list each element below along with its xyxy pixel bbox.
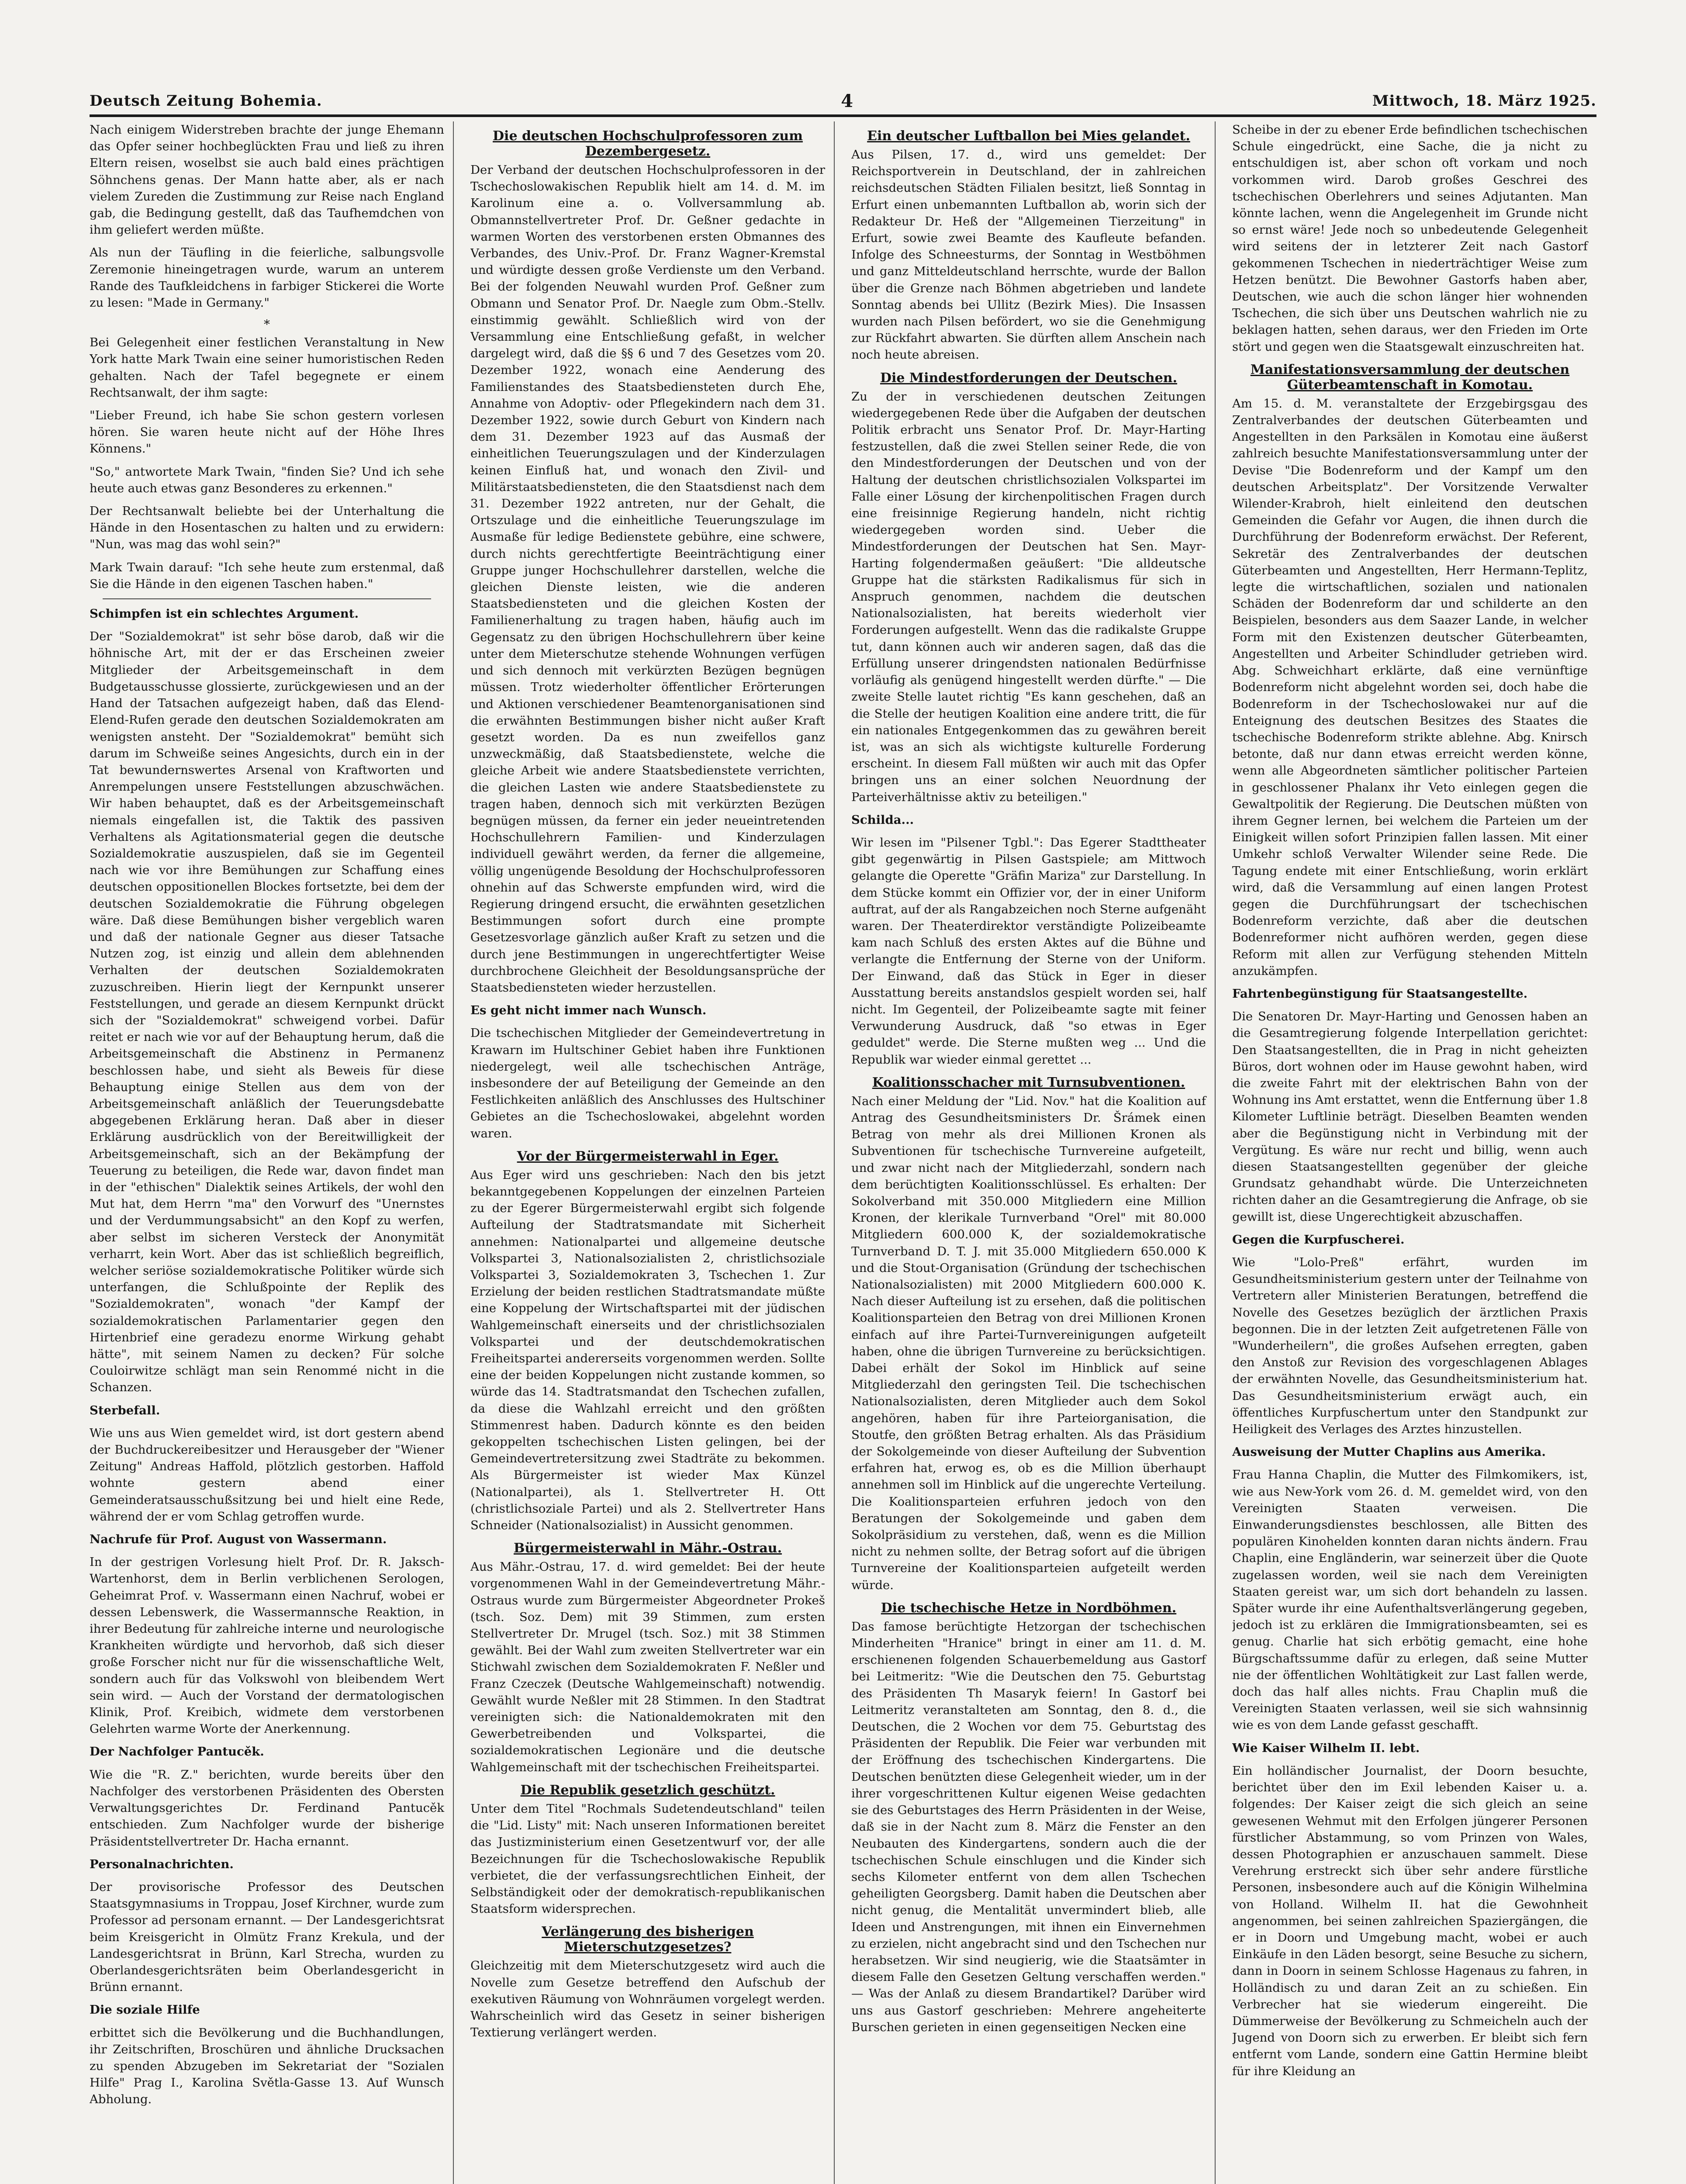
article-kicker: Es geht nicht immer nach Wunsch. [470, 1003, 707, 1018]
article-paragraph: "So," antwortete Mark Twain, "finden Sie? Und ich sehe heute auch etwas ganz Besonderes zu erkennen." [90, 464, 444, 495]
column-1 [90, 121, 454, 2184]
masthead-left: Deutsch Zeitung Bohemia. [90, 92, 322, 110]
article-headline: Ein deutscher Luftballon bei Mies gelandet. [867, 128, 1190, 144]
asterisk-separator: * [264, 317, 270, 332]
article-paragraph: Zu der in verschiedenen deutschen Zeitungen wiedergegebenen Rede über die Aufgaben der deutschen Politik erbracht uns Senator Prof. Dr. Mayr-Harting festzustellen, daß die zwei Stellen seiner Rede, die von den Mindestforderungen der Deutschen und von der Haltung der deutschen christlichsozialen Volkspartei im Falle einer Lösung der kirchenpolitischen Fragen durch eine freisinnige Regierung handeln, nicht richtig wiedergegeben worden sind. Ueber die Mindestforderungen der Deutschen hat Sen. Mayr-Harting folgendermaßen geäußert: "Die alldeutsche Gruppe hat die stärksten Radikalismus für sich in Anspruch genommen, nachdem die deutschen Nationalsozialisten, hat bereits wiederholt vier Forderungen aufgestellt. Wenn das die radikalste Gruppe tut, dann können auch wir anderen sagen, daß das die Erfüllung unserer dringendsten nationalen Bedürfnisse vorläufig als genügend hingestellt werden dürfte." — Die zweite Stelle lautet richtig "Es kann geschehen, daß an die Stelle der heutigen Koalition eine andere tritt, die für ein nationales Entgegenkommen das zu gewähren bereit ist, was an sich als wichtigste kulturelle Forderung erscheint. In diesem Fall müßten wir auch mit das Opfer bringen uns an einer solchen Neuordnung der Parteiverhältnisse aktiv zu beteiligen." [851, 389, 1206, 804]
article-kicker: Schimpfen ist ein schlechtes Argument. [90, 607, 359, 621]
article-kicker: Personalnachrichten. [90, 1857, 234, 1871]
article-kicker: Nachrufe für Prof. August von Wassermann. [90, 1532, 387, 1547]
article-paragraph: Wie "Lolo-Preß" erfährt, wurden im Gesundheitsministerium gestern unter der Teilnahme von Vertretern aller Ministerien Beratungen, betreffend die Novelle des Gesetzes bezüglich der ärztlichen Praxis begonnen. Die in der letzten Zeit aufgetretenen Fälle von "Wunderheilern", die großes Aufsehen erregten, gaben den Anstoß zur Revision des vorgeschlagenen Ablages der erwähnten Novelle, das Gesundheitsministerium hat. Das Gesundheitsministerium erwägt auch, ein öffentliches Kurpfuschertum unter den Standpunkt zur Heiligkeit des Verlages des Arztes hinzustellen. [1232, 1255, 1588, 1437]
article-paragraph: Am 15. d. M. veranstaltete der Erzgebirgsgau des Zentralverbandes der deutschen Güterbeamten und Angestellten in den Parksälen in Komotau eine äußerst zahlreich besuchte Manifestationsversammlung unter der Devise "Die Bodenreform und der Kampf um den deutschen Arbeitsplatz". Der Vorsitzende Verwalter Wilender-Krabroh, hielt einleitend den deutschen Gemeinden die Gefahr vor Augen, die ihnen durch die Durchführung der Bodenreform erwächst. Der Referent, Sekretär des Zentralverbandes der deutschen Güterbeamten und Angestellten, Herr Hermann-Teplitz, legte die wirtschaftlichen, sozialen und nationalen Schäden der Bodenreform dar und schilderte an den Beispielen, besonders aus dem Saazer Lande, in welcher Form mit den Existenzen deutscher Güterbeamten, Angestellten und Arbeiter Schindluder getrieben wird. Abg. Schweichhart erklärte, daß eine vernünftige Bodenreform nicht abgelehnt worden sei, doch habe die Bodenreform in der Tschechoslowakei nur auf die Enteignung des deutschen Besitzes des Staates die tschechische Bodenreform strikte ablehne. Abg. Knirsch betonte, daß nur dann etwas erreicht werden könne, wenn alle Abgeordneten sämtlicher politischer Parteien in geschlossener Phalanx ihr Veto einlegen gegen die Gewaltpolitik der Regierung. Die Deutschen müßten von ihrem Gegner lernen, bei welchem die Parteien um der Einigkeit willen sofort Prinzipien fallen lassen. Mit einer Umkehr schloß Verwalter Wilender seine Rede. Die Tagung endete mit einer Entschließung, worin erklärt wird, daß die Versammlung auf einen langen Protest gegen die Durchführungsart der tschechischen Bodenreform verzichte, daß aber die deutschen Bodenreformer nicht aufhören werden, gegen diese Reform mit allen zur Verfügung stehenden Mitteln anzukämpfen. [1232, 396, 1588, 978]
masthead-date: Mittwoch, 18. März 1925. [1372, 92, 1596, 110]
article-paragraph: Das famose berüchtigte Hetzorgan der tschechischen Minderheiten "Hranice" bringt in einer am 11. d. M. erschienenen folgenden Schauerbemeldung aus Gastorf bei Leitmeritz: "Wie die Deutschen den 75. Geburtstag des Präsidenten Th Masaryk feiern! In Gastorf bei Leitmeritz veranstalteten am Sonntag, den 8. d., die Deutschen, die 2 Wochen vor dem 75. Geburtstag des Präsidenten der Republik. Die Feier war verbunden mit der Eröffnung des tschechischen Kindergartens. Die Deutschen benützten diese Gelegenheit wieder, um in der ihrer vorgeschrittenen Kultur eigenen Weise gedachten sie des Geburtstages des Herrn Präsidenten in der Weise, daß sie in der Nacht zum 8. März die Fenster an den Neubauten des Kindergartens, sondern auch die der tschechischen Schule einschlugen und die Kinder sich sechs Kilometer entfernt von dem allen Tschechen geheiligten Georgsberg. Damit haben die Deutschen aber nicht genug, die Mentalität unvermindert blieb, alle Ideen und Anstrengungen, mit ihnen ein Einvernehmen zu erzielen, nicht angebracht sind und den Tschechen nur herabsetzen. Wir sind neugierig, wie die Staatsämter in diesem Falle den Gesetzen Geltung verschaffen werden." — Was der Anlaß zu diesem Brandartikel? Darüber wird uns aus Gastorf geschrieben: Mehrere angeheiterte Burschen gerieten in einen gegenseitigen Necken eine [851, 1619, 1206, 2034]
article-headline: Die Mindestforderungen der Deutschen. [880, 370, 1178, 386]
article-paragraph: Scheibe in der zu ebener Erde befindlichen tschechischen Schule eingedrückt, eine Sache, die ja nicht zu entschuldigen ist, aber schon oft vorkam und noch vorkommen wird. Darob großes Geschrei des tschechischen Oberlehrers und seines Adjutanten. Man könnte lachen, wenn die Angelegenheit im Grunde nicht so ernst wäre! Jede noch so unbedeutende Gelegenheit wird seitens der in letzterer Zeit nach Gastorf gekommenen Tschechen in niederträchtiger Weise zum Hetzen benützt. Die Bewohner Gastorfs haben aber, Deutschen, wie auch die schon länger hier wohnenden Tschechen, die sich über uns Deutschen wahrlich nie zu beklagen hatten, sehen daraus, wer den Frieden im Orte stört und gegen wen die Staatsgewalt einzuschreiten hat. [1232, 123, 1588, 354]
article-paragraph: Nach einer Meldung der "Lid. Nov." hat die Koalition auf Antrag des Gesundheitsministers Dr. Šrámek einen Betrag von mehr als drei Millionen Kronen als Subventionen für tschechische Turnvereine aufgeteilt, und zwar nicht nach der Mitgliederzahl, sondern nach dem berüchtigten Koalitionsschlüssel. Es erhalten: Der Sokolverband mit 350.000 Mitgliedern eine Million Kronen, der klerikale Turnverband "Orel" mit 80.000 Mitgliedern 600.000 K, der sozialdemokratische Turnverband D. T. J. mit 35.000 Mitgliedern 650.000 K und die Stout-Organisation (Gründung der tschechischen Nationalsozialisten) mit 2000 Mitgliedern 600.000 K. Nach dieser Aufteilung ist zu ersehen, daß die politischen Koalitionsparteien den Betrag von drei Millionen Kronen einfach auf ihre Partei-Turnvereinigungen aufgeteilt haben, ohne die übrigen Turnvereine zu berücksichtigen. Dabei erhält der Sokol im Hinblick auf seine Mitgliederzahl den geringsten Teil. Die tschechischen Nationalsozialisten, deren Mitglieder auch dem Sokol angehören, haben für ihre Parteiorganisation, die Stoutfe, den größten Betrag erhalten. Als das Präsidium der Sokolgemeinde von dieser Aufteilung der Subvention erfahren hat, erwog es, ob es die Million überhaupt annehmen soll im Hinblick auf die ungerechte Verteilung. Die Koalitionsparteien erfuhren jedoch von den Beratungen der Sokolgemeinde und gaben dem Sokolpräsidium zu verstehen, daß, wenn es die Million nicht zu nehmen sollte, der Betrag sofort auf die übrigen Turnvereine der Koalitionsparteien aufgeteilt werden würde. [851, 1094, 1206, 1592]
article-paragraph: In der gestrigen Vorlesung hielt Prof. Dr. R. Jaksch-Wartenhorst, dem in Berlin verblichenen Serologen, Geheimrat Prof. v. Wassermann einen Nachruf, wobei er dessen Lebenswerk, die Wassermannsche Reaktion, in ihrer Bedeutung für zahlreiche interne und neurologische Krankheiten würdigte und hervorhob, daß sich dieser große Forscher nicht nur für die wissenschaftliche Welt, sondern auch für das Volkswohl von bleibendem Wert sein wird. — Auch der Vorstand der dermatologischen Klinik, Prof. Kreibich, widmete dem verstorbenen Gelehrten warme Worte der Anerkennung. [90, 1555, 444, 1736]
article-headline: Verlängerung des bisherigen Mieterschutzgesetzes? [542, 1924, 754, 1955]
article-headline: Die tschechische Hetze in Nordböhmen. [881, 1600, 1177, 1616]
article-paragraph: Wie uns aus Wien gemeldet wird, ist dort gestern abend der Buchdruckereibesitzer und Herausgeber der "Wiener Zeitung" Andreas Haffold, plötzlich gestorben. Haffold wohnte gestern abend einer Gemeinderatsausschußsitzung bei und hielt eine Rede, während der er vom Schlag getroffen wurde. [90, 1426, 444, 1524]
article-kicker: Wie Kaiser Wilhelm II. lebt. [1232, 1741, 1420, 1755]
article-paragraph: Aus Eger wird uns geschrieben: Nach den bis jetzt bekanntgegebenen Koppelungen der einzelnen Parteien zu der Egerer Bürgermeisterwahl ergibt sich folgende Aufteilung der Stadtratsmandate mit Sicherheit annehmen: Nationalpartei und allgemeine deutsche Volkspartei 3, Nationalsozialisten 2, christlichsoziale Volkspartei 3, Sozialdemokraten 3, Tschechen 1. Zur Erzielung der beiden restlichen Stadtratsmandate müßte eine Koppelung der Wirtschaftspartei mit der jüdischen Wahlgemeinschaft einerseits und der christlichsozialen Volkspartei und der deutschdemokratischen Freiheitspartei andererseits vorgenommen werden. Sollte eine der beiden Koppelungen nicht zustande kommen, so würde das 14. Stadtratsmandat den Tschechen zufallen, da diese die Wahlzahl erreicht und den größten Stimmenrest haben. Dadurch könnte es den beiden gekoppelten tschechischen Listen gelingen, bei der Gemeindevertretersitzung zwei Stadträte zu bekommen. Als Bürgermeister ist wieder Max Künzel (Nationalpartei), als 1. Stellvertreter H. Ott (christlichsoziale Partei) und als 2. Stellvertreter Hans Schneider (Nationalsozialist) in Aussicht genommen. [470, 1168, 825, 1533]
article-paragraph: Unter dem Titel "Rochmals Sudetendeutschland" teilen die "Lid. Listy" mit: Nach unseren Informationen bereitet das Justizministerium einen Gesetzentwurf vor, der alle Bezeichnungen für die Tschechoslowakische Republik verbietet, die der verfassungsrechtlichen Einheit, der Selbständigkeit oder der demokratisch-republikanischen Staatsform widersprechen. [470, 1801, 825, 1916]
article-headline: Die Republik gesetzlich geschützt. [520, 1782, 775, 1798]
article-kicker: Die soziale Hilfe [90, 2003, 200, 2017]
article-kicker: Gegen die Kurpfuscherei. [1232, 1232, 1405, 1247]
article-paragraph: Gleichzeitig mit dem Mieterschutzgesetz wird auch die Novelle zum Gesetze betreffend den Aufschub der exekutiven Räumung von Wohnräumen vorgelegt werden. Wahrscheinlich wird das Gesetz in seiner bisherigen Textierung verlängert werden. [470, 1959, 825, 2040]
column-3 [851, 121, 1216, 2184]
page-number: 4 [841, 90, 854, 111]
article-paragraph: Die tschechischen Mitglieder der Gemeindevertretung in Krawarn im Hultschiner Gebiet haben ihre Funktionen niedergelegt, weil alle tschechischen Anträge, insbesondere der auf Beteiligung der Gemeinde an den Festlichkeiten anläßlich des Anschlusses des Hultschiner Gebietes an die Tschechoslowakei, abgelehnt worden waren. [470, 1026, 825, 1140]
article-paragraph: Der Verband der deutschen Hochschulprofessoren in der Tschechoslowakischen Republik hielt am 14. d. M. im Karolinum eine a. o. Vollversammlung ab. Obmannstellvertreter Prof. Dr. Geßner gedachte in warmen Worten des verstorbenen ersten Obmannes des Verbandes, des Univ.-Prof. Dr. Franz Wagner-Kremstal und würdigte dessen große Verdienste um den Verband. Bei der folgenden Neuwahl wurden Prof. Geßner zum Obmann und Senator Prof. Dr. Naegle zum Obm.-Stellv. einstimmig gewählt. Schließlich wird von der Versammlung eine Entschließung gefaßt, in welcher dargelegt wird, daß die §§ 6 und 7 des Gesetzes vom 20. Dezember 1922, wonach eine Aenderung des Familienstandes des Staatsbediensteten durch Ehe, Annahme von Adoptiv- oder Pflegekindern nach dem 31. Dezember 1922, sowie durch Geburt von Kindern nach dem 31. Dezember 1923 auf das Ausmaß der einheitlichen Teuerungszulagen und der Kinderzulagen keinen Einfluß hat, und wonach den Zivil- und Militärstaatsbediensteten, die den Staatsdienst nach dem 31. Dezember 1922 antreten, nur der Gehalt, die Ortszulage und die einheitliche Teuerungszulage im Ausmaße für ledige Bedienstete gebühre, eine schwere, durch nichts gerechtfertigte Beeinträchtigung einer Gruppe junger Hochschullehrer darstellen, welche die gleichen Dienste leisten, wie die anderen Staatsbediensteten und die gleichen Kosten der Familienerhaltung zu tragen haben, häufig auch im Gegensatz zu den übrigen Hochschullehrern über keine unter dem Mieterschutze stehende Wohnungen verfügen und sich dennoch mit verkürzten Bezügen begnügen müssen. Trotz wiederholter öffentlicher Erörterungen und Aktionen verschiedener Beamtenorganisationen sind die erwähnten Bestimmungen bisher nicht außer Kraft gesetzt worden. Da es nun zweifellos ganz unzweckmäßig, daß Staatsbedienstete, welche die gleiche Arbeit wie andere Staatsbedienstete verrichten, die gleichen Lasten wie andere Staatsbedienstete zu tragen haben, dennoch sich mit verkürzten Bezügen begnügen müssen, da ferner ein jeder neueintretenden Hochschullehrern Familien- und Kinderzulagen individuell gewährt werden, da ferner die allgemeine, völlig ungenügende Besoldung der Hochschulprofessoren ohnehin auf das Schwerste empfunden wird, wird die Regierung dringend ersucht, die erwähnten gesetzlichen Bestimmungen sofort durch eine prompte Gesetzesvorlage gänzlich außer Kraft zu setzen und die durch jene Bestimmungen in ungerechtfertigter Weise durchbrochene Gleichheit der Besoldungsansprüche der Staatsbediensteten wieder herzustellen. [470, 163, 825, 995]
article-headline: Die deutschen Hochschulprofessoren zum Dezembergesetz. [493, 128, 803, 159]
page-header [90, 87, 1596, 117]
article-paragraph: Nach einigem Widerstreben brachte der junge Ehemann das Opfer seiner hochbeglückten Frau und ließ zu ihren Eltern reisen, woselbst sie auch bald eines prächtigen Söhnchens genas. Der Mann hatte aber, als er nach vielem Zureden die Zustimmung zur Reise nach England gab, die Bedingung gestellt, daß das Taufhemdchen von ihm geliefert werden müßte. [90, 123, 444, 237]
article-kicker: Fahrtenbegünstigung für Staatsangestellte. [1232, 986, 1528, 1001]
article-headline: Vor der Bürgermeisterwahl in Eger. [517, 1148, 779, 1164]
article-kicker: Der Nachfolger Pantucěk. [90, 1745, 264, 1759]
article-columns [90, 121, 1596, 2184]
article-paragraph: Aus Mähr.-Ostrau, 17. d. wird gemeldet: Bei der heute vorgenommenen Wahl in der Gemeindevertretung Mähr.-Ostraus wurde zum Bürgermeister Abgeordneter Prokeš (tsch. Soz. Dem) mit 39 Stimmen, zum ersten Stellvertreter Dr. Mrugel (tsch. Soz.) mit 38 Stimmen gewählt. Bei der Wahl zum zweiten Stellvertreter war ein Stichwahl zwischen dem Sozialdemokraten F. Neßler und Franz Czeczek (Deutsche Wahlgemeinschaft) notwendig. Gewählt wurde Neßler mit 28 Stimmen. In den Stadtrat vereinigten sich: die Nationaldemokraten mit den Gewerbetreibenden und Volkspartei, die sozialdemokratischen Legionäre und die deutsche Wahlgemeinschaft mit der tschechischen Freiheitspartei. [470, 1560, 825, 1774]
article-paragraph: Als nun der Täufling in die feierliche, salbungsvolle Zeremonie hineingetragen wurde, warum an unterem Rande des Taufkleidchens in farbiger Stickerei die Worte zu lesen: "Made in Germany." [90, 245, 444, 310]
article-paragraph: Aus Pilsen, 17. d., wird uns gemeldet: Der Reichsportverein in Deutschland, der in zahlreichen reichsdeutschen Städten Filialen besitzt, ließ Sonntag in Erfurt einen unbemannten Luftballon ab, worin sich der Redakteur Dr. Heß der "Allgemeinen Tierzeitung" in Erfurt, sowie zwei Beamte des Kaufleute befanden. Infolge des Schneesturms, der Sonntag in Westböhmen und ganz Mitteldeutschland herrschte, wurde der Ballon über die Grenze nach Böhmen abgetrieben und landete Sonntag abends bei Ullitz (Bezirk Mies). Die Insassen wurden nach Pilsen befördert, wo sie die Genehmigung zur Rückfahrt abwarten. Sie dürften allem Anschein nach noch heute abreisen. [851, 148, 1206, 362]
article-paragraph: erbittet sich die Bevölkerung und die Buchhandlungen, ihr Zeitschriften, Broschüren und ähnliche Drucksachen zu spenden Abzugeben im Sekretariat der "Sozialen Hilfe" Prag I., Karolina Světla-Gasse 13. Auf Wunsch Abholung. [90, 2025, 444, 2107]
article-kicker: Sterbefall. [90, 1403, 160, 1417]
column-2 [470, 121, 835, 2184]
column-4 [1232, 121, 1596, 2184]
article-paragraph: Wir lesen im "Pilsener Tgbl.": Das Egerer Stadttheater gibt gegenwärtig in Pilsen Gastspiele; am Mittwoch gelangte die Operette "Gräfin Mariza" zur Darstellung. In dem Stücke kommt ein Offizier vor, der in einer Uniform auftrat, auf der als Rangabzeichen noch Sterne aufgenäht waren. Der Theaterdirektor verständigte Polizeibeamte kam nach Schluß des ersten Aktes auf die Bühne und verlangte die Entfernung der Sterne von der Uniform. Der Einwand, daß das Stück in Eger in dieser Ausstattung bereits anstandslos gespielt worden sei, half nicht. Im Gegenteil, der Polizeibeamte sagte mit feiner Verwunderung Ausdruck, daß "so etwas in Eger geduldet" werde. Die Sterne mußten weg ... Und die Republik war wieder einmal gerettet ... [851, 835, 1206, 1067]
article-headline: Manifestationsversammlung der deutschen Güterbeamtenschaft in Komotau. [1250, 362, 1570, 393]
article-kicker: Ausweisung der Mutter Chaplins aus Amerika. [1232, 1445, 1546, 1459]
article-headline: Koalitionsschacher mit Turnsubventionen. [872, 1075, 1185, 1090]
article-paragraph: Ein holländischer Journalist, der Doorn besuchte, berichtet über den im Exil lebenden Kaiser u. a. folgendes: Der Kaiser zeigt die sich gleich an seine gewesenen Wehmut mit den Erfolgen jüngerer Personen fürstlicher Abstammung, so vom Prinzen von Wales, dessen Photographien er anzuschauen sammelt. Diese Verehrung erstreckt sich über sehr andere fürstliche Personen, insbesondere auch auf die Königin Wilhelmina von Holland. Wilhelm II. hat die Gewohnheit angenommen, bei seinen zahlreichen Spaziergängen, die er in Doorn und Umgebung macht, wobei er auch Einkäufe in den Läden besorgt, seine Besuche zu sichern, dann in Doorn in seinem Schlosse Hagenaus zu fahren, in Holländisch zu und daran Zeit an zu schießen. Ein Verbrecher hat sie wiederum eingereiht. Die Dümmerweise der Bevölkerung zu Schmeicheln auch der Jugend von Doorn sich zu erwerben. Er bleibt sich fern entfernt vom Lande, sondern eine Gattin Hermine bleibt für ihre Kleidung an [1232, 1763, 1588, 2078]
article-paragraph: Mark Twain darauf: "Ich sehe heute zum erstenmal, daß Sie die Hände in den eigenen Taschen haben." [90, 560, 444, 591]
article-headline: Bürgermeisterwahl in Mähr.-Ostrau. [513, 1541, 782, 1556]
article-paragraph: Der "Sozialdemokrat" ist sehr böse darob, daß wir die höhnische Art, mit der er das Erscheinen zweier Mitglieder der Arbeitsgemeinschaft in dem Budgetausschusse glossierte, zurückgewiesen und an der Hand der Tatsachen aufgezeigt haben, daß das Elend-Elend-Rufen gerade den deutschen Sozialdemokraten am wenigsten ansteht. Der "Sozialdemokrat" bemüht sich darum im Schweiße seines Angesichts, durch ein in der Tat bewundernswertes Arsenal von Kraftworten und Anrempelungen unsere Feststellungen abzuschwächen. Wir haben behauptet, daß es der Arbeitsgemeinschaft niemals eingefallen ist, die Taktik des passiven Verhaltens als Agitationsmaterial gegen die deutsche Sozialdemokratie auszuspielen, daß sie im Gegenteil nach wie vor ihre Bemühungen zur Schaffung eines deutschen oppositionellen Blockes fortsetzte, bei dem der deutschen Sozialdemokratie die Führung obgelegen wäre. Daß diese Bemühungen bisher vergeblich waren und daß der nationale Gegner aus dieser Tatsache Nutzen zog, ist einzig und allein dem ablehnenden Verhalten der deutschen Sozialdemokraten zuzuschreiben. Hierin liegt der Kernpunkt unserer Feststellungen, und gerade an diesem Kernpunkt drückt sich der "Sozialdemokrat" schweigend vorbei. Dafür reitet er nach wie vor auf der Behauptung herum, daß die Arbeitsgemeinschaft die Abstinenz in Permanenz beschlossen habe, und sieht als Beweis für diese Behauptung einige Stellen aus dem von der Arbeitsgemeinschaft anläßlich der Teuerungsdebatte abgegebenen Erklärung heran. Daß aber in dieser Erklärung ausdrücklich von der Bereitwilligkeit der Arbeitsgemeinschaft, sich an der Bekämpfung der Teuerung zu beteiligen, die Rede war, davon findet man in der "ethischen" Dialektik seines Artikels, der wohl den Mut hat, dem Herrn "ma" den Vorwurf des "Unernstes und der Verdummungsabsicht" an den Kopf zu werfen, aber selbst im sicheren Versteck der Anonymität verharrt, kein Wort. Aber das ist schließlich begreiflich, welcher seriöse sozialdemokratische Politiker würde sich unterfangen, die Schlußpointe der Replik des "Sozialdemokraten", wonach "der Kampf der sozialdemokratischen Parlamentarier gegen den Hirtenbrief eine geradezu enorme Wirkung gehabt hätte", mit seinem Namen zu decken? Für solche Couloirwitze schlägt man sein Renommé nicht in die Schanzen. [90, 629, 444, 1395]
article-paragraph: Der Rechtsanwalt beliebte bei der Unterhaltung die Hände in den Hosentaschen zu halten und zu erwidern: "Nun, was mag das wohl sein?" [90, 504, 444, 552]
article-paragraph: Frau Hanna Chaplin, die Mutter des Filmkomikers, ist, wie aus New-York vom 26. d. M. gemeldet wird, von den Vereinigten Staaten verweisen. Die Einwanderungsdienstes beschlossen, alle Bitten des populären Kinohelden konnten daran nichts ändern. Frau Chaplin, eine Engländerin, war seinerzeit über die Quote zugelassen worden, weil sie nach dem Vereinigten Staaten gereist war, um sich dort behandeln zu lassen. Später wurde ihr eine Aufenthaltsverlängerung gegeben, jedoch ist zu erklären die Immigrationsbeamten, sei es genug. Charlie hat sich erbötig gemacht, eine hohe Bürgschaftssumme dafür zu erlegen, daß seine Mutter nie der öffentlichen Wohltätigkeit zur Last fallen werde, doch das half alles nichts. Frau Chaplin muß die Vereinigten Staaten verlassen, weil sie sich wahnsinnig wie es von dem Lande gefasst geschafft. [1232, 1468, 1588, 1732]
article-paragraph: "Lieber Freund, ich habe Sie schon gestern vorlesen hören. Sie waren heute nicht auf der Höhe Ihres Könnens." [90, 408, 444, 456]
article-paragraph: Wie die "R. Z." berichten, wurde bereits über den Nachfolger des verstorbenen Präsidenten des Obersten Verwaltungsgerichtes Dr. Ferdinand Pantucěk entschieden. Zum Nachfolger wurde der bisherige Präsidentstellvertreter Dr. Hacha ernannt. [90, 1767, 444, 1849]
section-divider [103, 598, 431, 599]
article-kicker: Schilda... [851, 812, 914, 827]
article-paragraph: Die Senatoren Dr. Mayr-Harting und Genossen haben an die Gesamtregierung folgende Interpellation gerichtet: Den Staatsangestellten, die in Prag in nicht geheizten Büros, dort wohnen oder im Hause gewohnt haben, wird die zweite Fahrt mit der elektrischen Bahn von der Wohnung ins Amt erstattet, wenn die Entfernung über 1.8 Kilometer Luftlinie beträgt. Dieselben Beamten wenden aber die Begünstigung nicht in Verbindung mit der Vergütung. Es wäre nur recht und billig, wenn auch diesen Staatsangestellten gegenüber der gleiche Grundsatz gehandhabt würde. Die Unterzeichneten richten daher an die Gesamtregierung die Anfrage, ob sie gewillt ist, diese Ungerechtigkeit abzuschaffen. [1232, 1009, 1588, 1224]
article-paragraph: Bei Gelegenheit einer festlichen Veranstaltung in New York hatte Mark Twain eine seiner humoristischen Reden gehalten. Nach der Tafel begegnete er einem Rechtsanwalt, der ihm sagte: [90, 335, 444, 400]
article-paragraph: Der provisorische Professor des Deutschen Staatsgymnasiums in Troppau, Josef Kirchner, wurde zum Professor ad personam ernannt. — Der Landesgerichtsrat beim Kreisgericht in Olmütz Franz Krekula, und der Landesgerichtsrat in Brünn, Karl Strecha, wurden zu Oberlandesgerichtsräten beim Oberlandesgericht in Brünn ernannt. [90, 1880, 444, 1994]
